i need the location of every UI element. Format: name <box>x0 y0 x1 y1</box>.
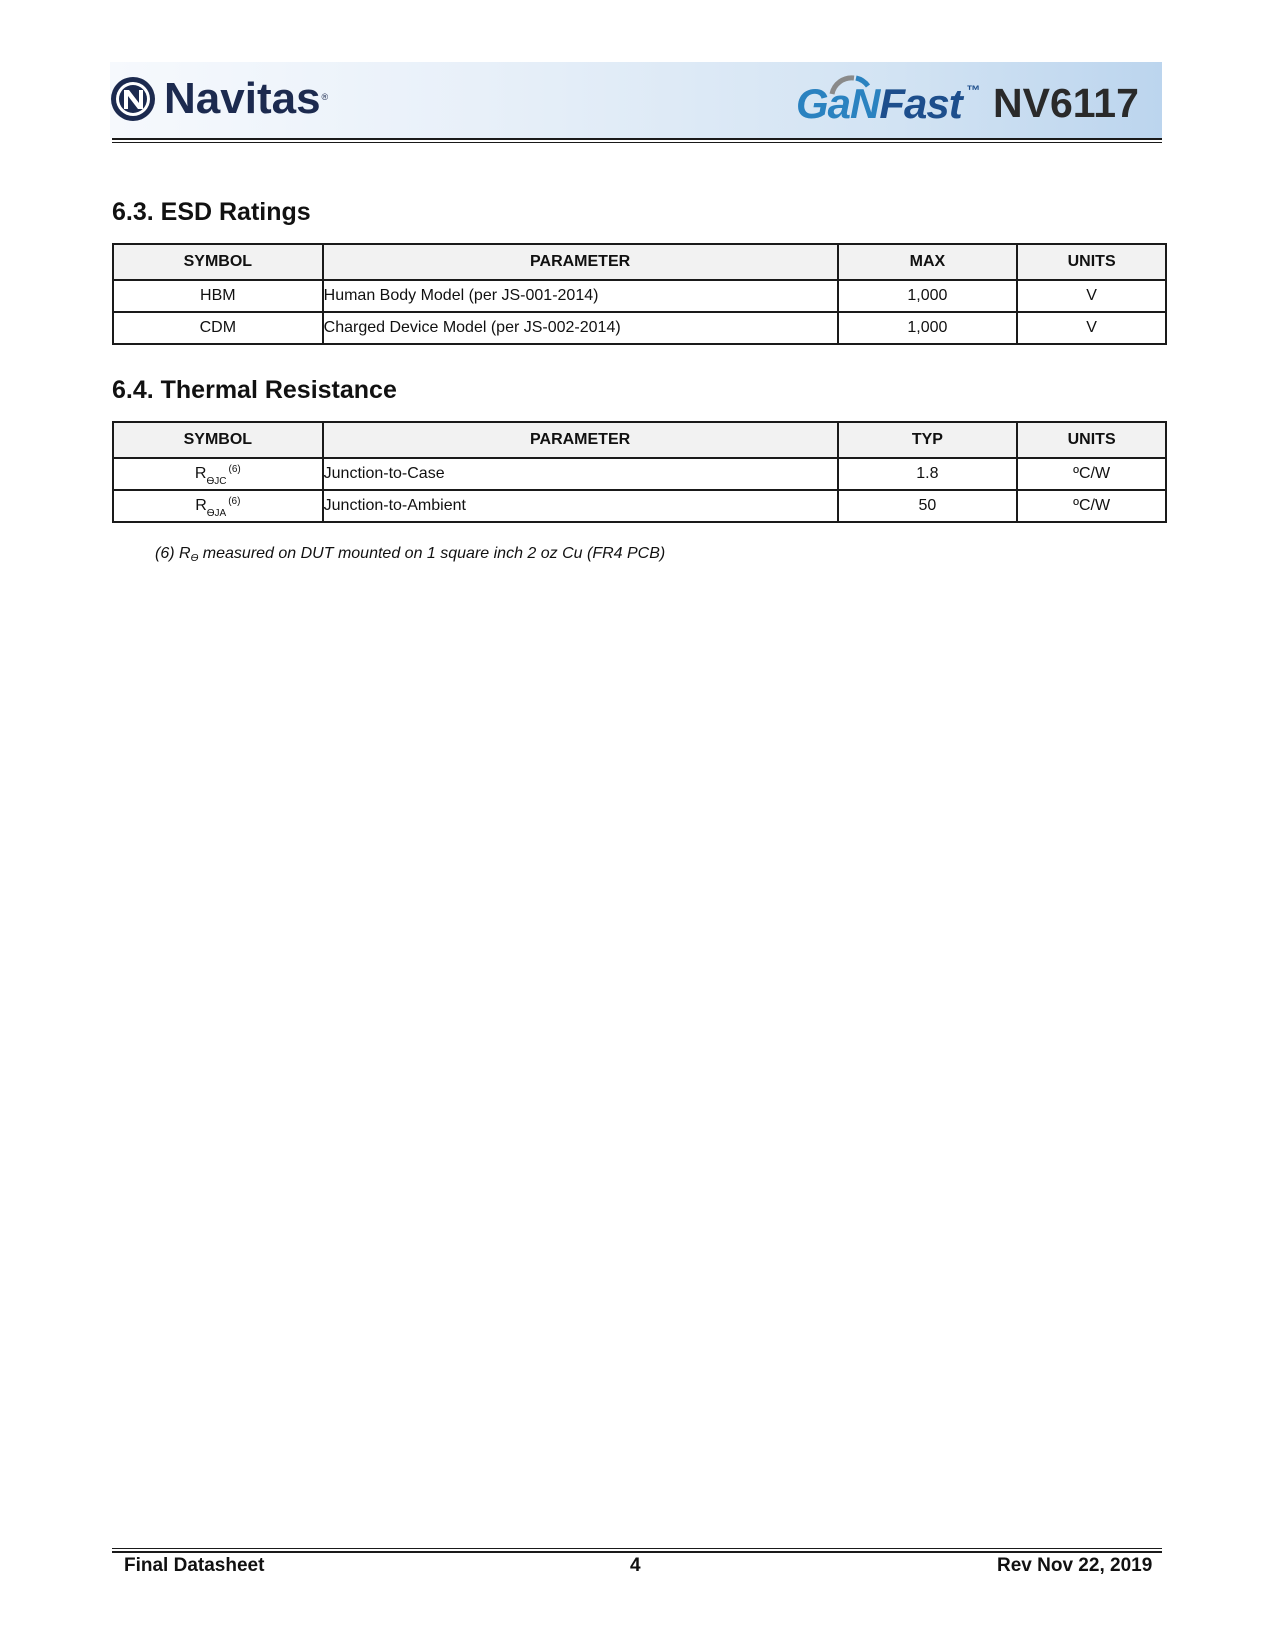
header-divider-thin <box>112 142 1162 143</box>
typ-cell: 50 <box>838 490 1018 522</box>
units-cell: V <box>1017 312 1166 344</box>
parameter-cell: Junction-to-Case <box>323 458 838 490</box>
parameter-cell: Charged Device Model (per JS-002-2014) <box>323 312 838 344</box>
ganfast-logo-text: GaNFast <box>796 80 962 127</box>
max-cell: 1,000 <box>838 280 1018 312</box>
footer-divider-thin <box>112 1548 1162 1549</box>
footer-revision: Rev Nov 22, 2019 <box>997 1555 1153 1576</box>
esd-ratings-table <box>112 243 1167 345</box>
part-number: NV6117 <box>993 80 1139 126</box>
thermal-resistance-table <box>112 421 1167 523</box>
units-cell: V <box>1017 280 1166 312</box>
typ-cell: 1.8 <box>838 458 1018 490</box>
navitas-logo-text: Navitas <box>164 74 321 123</box>
column-header: SYMBOL <box>113 244 323 280</box>
units-cell: ºC/W <box>1017 490 1166 522</box>
symbol-rthjc: $R_{ѲJC}^{(6)}$ <box>194 463 241 487</box>
footer-divider <box>112 1551 1162 1553</box>
header-divider <box>112 138 1162 140</box>
table-header-row <box>113 244 1166 280</box>
symbol-rthja: $R_{ѲJA}^{(6)}$ <box>195 495 241 519</box>
table-header-row <box>113 422 1166 458</box>
column-header: SYMBOL <box>113 422 323 458</box>
symbol-cell: CDM <box>113 312 323 344</box>
max-cell: 1,000 <box>838 312 1018 344</box>
column-header: UNITS <box>1017 244 1166 280</box>
ganfast-logo <box>796 70 996 130</box>
units-cell: ºC/W <box>1017 458 1166 490</box>
table-row <box>113 280 1166 312</box>
column-header: PARAMETER <box>323 422 838 458</box>
symbol-cell <box>113 490 323 522</box>
footnote: (6) RѲ measured on DUT mounted on 1 square inch 2 oz Cu (FR4 PCB) <box>155 545 666 564</box>
section-title-esd: 6.3. ESD Ratings <box>112 198 311 226</box>
column-header: MAX <box>838 244 1018 280</box>
column-header: PARAMETER <box>323 244 838 280</box>
navitas-logo <box>110 74 328 124</box>
trademark-mark: ™ <box>966 82 980 98</box>
table-row <box>113 458 1166 490</box>
parameter-cell: Junction-to-Ambient <box>323 490 838 522</box>
footer-doc-status: Final Datasheet <box>124 1555 265 1576</box>
symbol-cell: HBM <box>113 280 323 312</box>
registered-mark: ® <box>321 92 329 102</box>
page-number: 4 <box>630 1555 641 1576</box>
table-row <box>113 490 1166 522</box>
column-header: UNITS <box>1017 422 1166 458</box>
navitas-emblem-icon <box>110 76 156 122</box>
table-row <box>113 312 1166 344</box>
parameter-cell: Human Body Model (per JS-001-2014) <box>323 280 838 312</box>
symbol-cell <box>113 458 323 490</box>
column-header: TYP <box>838 422 1018 458</box>
section-title-thermal: 6.4. Thermal Resistance <box>112 376 397 404</box>
